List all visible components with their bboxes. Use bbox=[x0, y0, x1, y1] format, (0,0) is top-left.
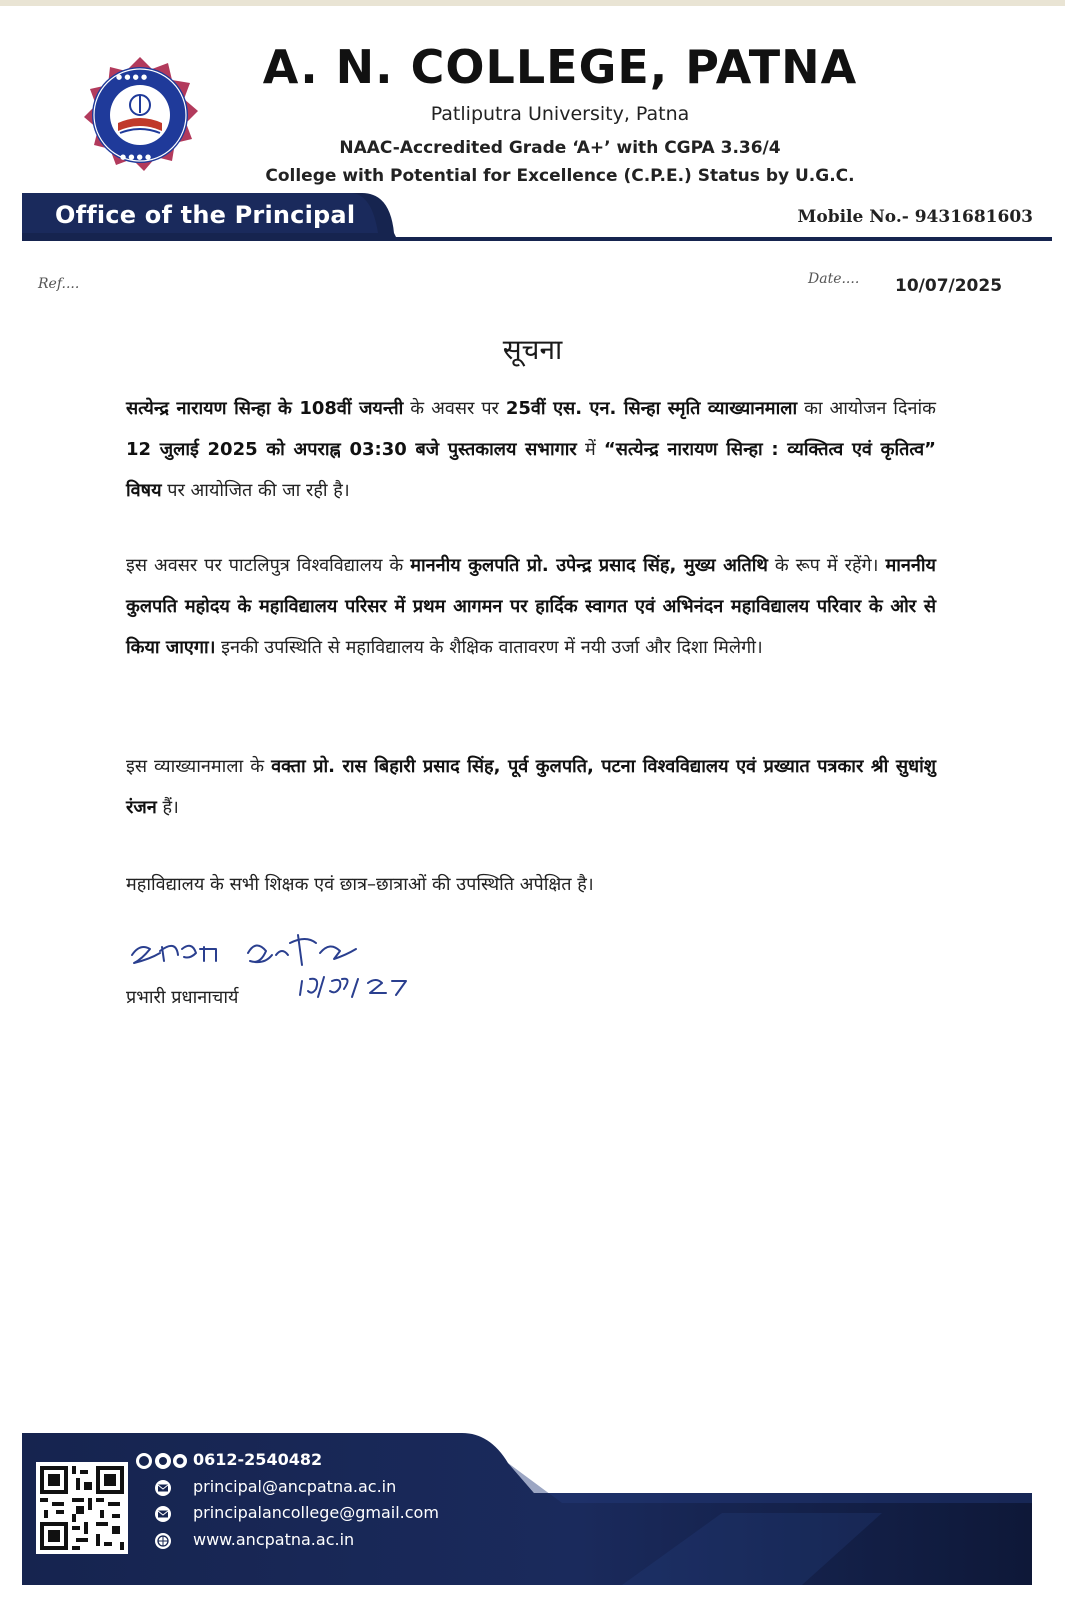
cpe-status: College with Potential for Excellence (C.P.E.) Status by U.G.C. bbox=[265, 166, 855, 186]
footer-website-link[interactable]: www.ancpatna.ac.in bbox=[193, 1530, 355, 1549]
mobile-number: Mobile No.- 9431681603 bbox=[797, 207, 1033, 227]
college-emblem-logo bbox=[80, 55, 200, 175]
svg-text:● ● ● ●: ● ● ● ● bbox=[116, 73, 148, 81]
date-label: Date.... bbox=[808, 271, 860, 287]
college-name: A. N. COLLEGE, PATNA bbox=[262, 40, 858, 94]
p1-bold-4: “सत्येन्द्र नारायण सिन्हा : व्यक्तित्व एवं कृतित्व” विषय bbox=[126, 439, 936, 501]
qr-code[interactable] bbox=[36, 1462, 128, 1554]
svg-text:● ● ● ●: ● ● ● ● bbox=[120, 153, 152, 161]
university-name: Patliputra University, Patna bbox=[430, 103, 690, 125]
date-value: 10/07/2025 bbox=[895, 276, 1003, 296]
p2-bold-1: माननीय कुलपति प्रो. उपेन्द्र प्रसाद सिंह, मुख्य अतिथि bbox=[410, 555, 768, 576]
p1-text-1: के अवसर पर bbox=[403, 398, 506, 419]
contact-icons bbox=[134, 1450, 188, 1560]
globe-icon bbox=[155, 1533, 171, 1549]
p3-bold-1: वक्ता प्रो. रास बिहारी प्रसाद सिंह, पूर्व कुलपति, पटना विश्वविद्यालय एवं प्रख्यात पत्रकार श्री सुधांशु रंजन bbox=[126, 756, 936, 818]
footer-phone[interactable]: 0612-2540482 bbox=[193, 1450, 323, 1469]
notice-paragraph-3 bbox=[126, 746, 936, 828]
signer-designation: प्रभारी प्रधानाचार्य bbox=[126, 987, 239, 1008]
email-icon bbox=[155, 1480, 171, 1496]
phone-icon bbox=[136, 1453, 187, 1469]
notice-title: सूचना bbox=[502, 333, 563, 366]
naac-accreditation: NAAC-Accredited Grade ‘A+’ with CGPA 3.36/4 bbox=[339, 138, 781, 158]
p2-text-1: इस अवसर पर पाटलिपुत्र विश्वविद्यालय के bbox=[126, 555, 411, 576]
p3-text-2: हैं। bbox=[156, 797, 179, 818]
notice-paragraph-1 bbox=[126, 388, 936, 511]
ref-label: Ref.... bbox=[38, 276, 80, 292]
office-label: Office of the Principal bbox=[55, 201, 356, 229]
notice-paragraph-2 bbox=[126, 545, 936, 668]
notice-paragraph-4: महाविद्यालय के सभी शिक्षक एवं छात्र–छात्राओं की उपस्थिति अपेक्षित है। bbox=[126, 874, 594, 895]
p1-bold-2: 25वीं एस. एन. सिन्हा स्मृति व्याख्यानमाला bbox=[505, 398, 798, 419]
footer-email-principal[interactable]: principal@ancpatna.ac.in bbox=[193, 1477, 397, 1496]
top-strip bbox=[0, 0, 1065, 6]
email-icon bbox=[155, 1506, 171, 1522]
p1-text-2: का आयोजन दिनांक bbox=[797, 398, 936, 419]
p2-text-2: के रूप में रहेंगे। bbox=[767, 555, 886, 576]
p1-bold-3: 12 जुलाई 2025 को अपराह्न 03:30 बजे पुस्तकालय सभागार bbox=[126, 439, 577, 460]
p1-text-3: में bbox=[576, 439, 604, 460]
p2-text-3: इनकी उपस्थिति से महाविद्यालय के शैक्षिक वातावरण में नयी उर्जा और दिशा मिलेगी। bbox=[215, 637, 763, 658]
p3-text-1: इस व्याख्यानमाला के bbox=[126, 756, 272, 777]
p1-bold-1: सत्येन्द्र नारायण सिन्हा के 108वीं जयन्ती bbox=[126, 398, 404, 419]
footer-email-gmail[interactable]: principalancollege@gmail.com bbox=[193, 1503, 439, 1522]
p2-bold-2: माननीय कुलपति महोदय के महाविद्यालय परिसर में प्रथम आगमन पर हार्दिक स्वागत एवं अभिनंदन महाविद्यालय परिवार के ओर से किया जाएगा। bbox=[126, 555, 936, 658]
p1-text-4: पर आयोजित की जा रही है। bbox=[161, 480, 350, 501]
